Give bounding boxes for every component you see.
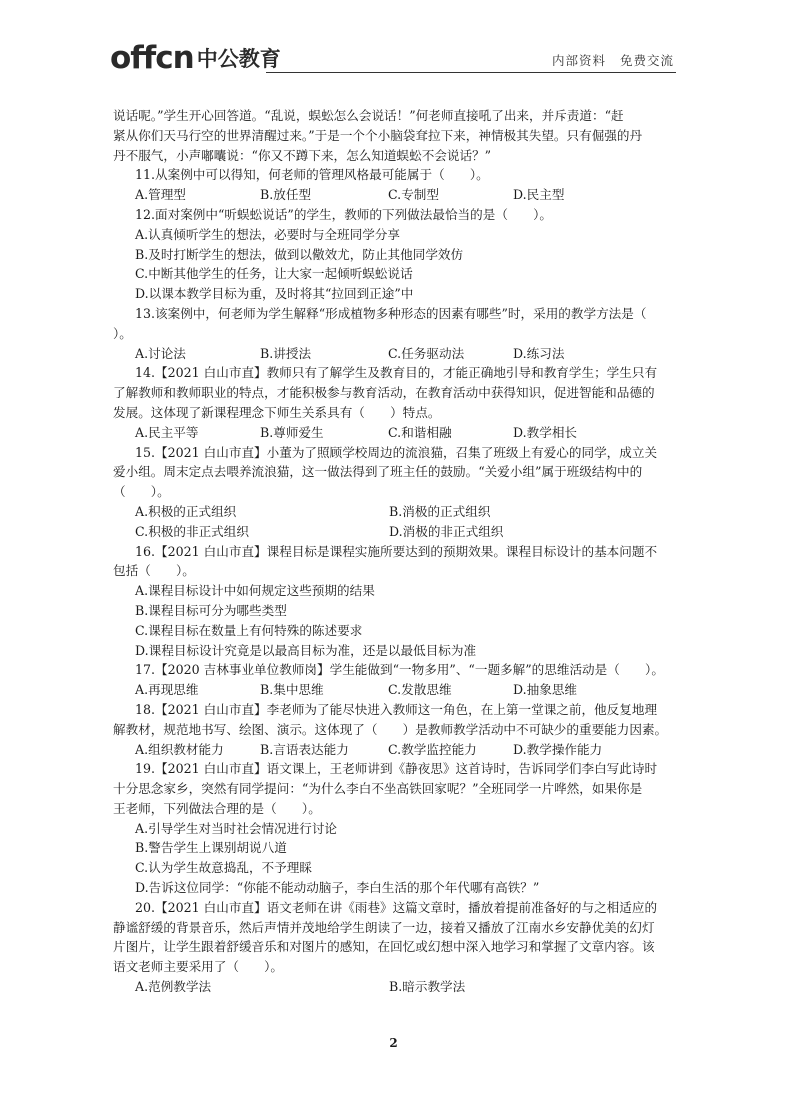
question-18-stem-line: 18.【2021 白山市直】李老师为了能尽快进入教师这一角色，在上第一堂课之前，他反复地理 <box>135 701 658 717</box>
question-17-options <box>113 680 676 700</box>
option: B.放任型 <box>260 187 312 203</box>
option: B.课程目标可分为哪些类型 <box>135 602 287 618</box>
question-13-options <box>113 344 676 364</box>
option: C.和谐相融 <box>388 424 452 440</box>
internal-material-label: 内部资料 <box>551 53 606 68</box>
logo-mark: offcn <box>110 40 194 76</box>
question-19-stem-line: 19.【2021 白山市直】语文课上，王老师讲到《静夜思》这首诗时，告诉同学们李白写此诗时 <box>135 761 658 777</box>
option: C.课程目标在数量上有何特殊的陈述要求 <box>135 622 363 638</box>
option: D.民主型 <box>513 187 565 203</box>
option: A.民主平等 <box>135 424 199 440</box>
question-20-options <box>113 977 676 997</box>
intro-paragraph <box>113 106 676 165</box>
question-14-stem-line: 14.【2021 白山市直】教师只有了解学生及教育目的，才能正确地引导和教育学生；学生只有 <box>135 365 658 381</box>
option: A.课程目标设计中如何规定这些预期的结果 <box>135 583 375 599</box>
option: B.言语表达能力 <box>260 741 349 757</box>
question-12-stem: 12.面对案例中“听蜈蚣说话”的学生，教师的下列做法最恰当的是（ ）。 <box>135 206 553 222</box>
option: A.讨论法 <box>135 345 186 361</box>
question-20-stem-line: 语文老师主要采用了（ ）。 <box>113 959 284 975</box>
question-14-stem-line: 了解教师和教师职业的特点，才能积极参与教育活动，在教育活动中获得知识，促进智能和品德的 <box>113 385 655 401</box>
option: A.认真倾听学生的想法，必要时与全班同学分享 <box>135 226 400 242</box>
option: D.练习法 <box>513 345 565 361</box>
question-13-stem-line: ）。 <box>113 325 132 341</box>
option: A.引导学生对当时社会情况进行讨论 <box>135 820 338 836</box>
option: B.及时打断学生的想法，做到以儆效尤，防止其他同学效仿 <box>135 246 464 262</box>
text-line: 丹不服气，小声嘟囔说：“你又不蹲下来，怎么知道蜈蚣不会说话？” <box>113 147 492 163</box>
option: B.讲授法 <box>260 345 312 361</box>
option: A.范例教学法 <box>135 979 212 995</box>
option: A.积极的正式组织 <box>135 503 237 519</box>
option: D.消极的非正式组织 <box>389 523 504 539</box>
option: A.组织教材能力 <box>135 741 224 757</box>
question-15-stem-line: 爱小组。周末定点去喂养流浪猫，这一做法得到了班主任的鼓励。“关爱小组”属于班级结构中的 <box>113 464 643 480</box>
option: A.管理型 <box>135 187 186 203</box>
question-18-stem-line: 解教材，规范地书写、绘图、演示。这体现了（ ）是教师教学活动中不可缺少的重要能力因素。 <box>113 721 668 737</box>
page-content <box>113 106 676 997</box>
question-17-stem: 17.【2020 吉林事业单位教师岗】学生能做到“一物多用”、“一题多解”的思维活动是（ ）。 <box>135 662 664 678</box>
question-18-options <box>113 740 676 760</box>
option: D.教学相长 <box>513 424 578 440</box>
option: D.以课本教学目标为重，及时将其“拉回到正途”中 <box>135 286 414 302</box>
option: C.教学监控能力 <box>388 741 477 757</box>
page-number: 2 <box>389 1036 398 1050</box>
option: D.告诉这位同学：“你能不能动动脑子，李白生活的那个年代哪有高铁？” <box>135 880 540 896</box>
question-15-stem-line: （ ）。 <box>113 484 170 500</box>
option: B.尊师爱生 <box>260 424 324 440</box>
question-14-options <box>113 423 676 443</box>
question-14-stem-line: 发展。这体现了新课程理念下师生关系具有（ ）特点。 <box>113 404 441 420</box>
option: C.积极的非正式组织 <box>135 523 249 539</box>
question-13-stem-line: 13.该案例中，何老师为学生解释“形成植物多种形态的因素有哪些”时，采用的教学方法是（ <box>135 305 647 321</box>
question-11-options <box>113 185 676 205</box>
option: B.警告学生上课别胡说八道 <box>135 840 287 856</box>
option: B.暗示教学法 <box>389 979 466 995</box>
question-20-stem-line: 静谧舒缓的背景音乐，然后声情并茂地给学生朗读了一边，接着又播放了江南水乡安静优美的幻灯 <box>113 919 655 935</box>
question-20-stem-line: 20.【2021 白山市直】语文老师在讲《雨巷》这篇文章时，播放着提前准备好的与之相适应的 <box>135 899 658 915</box>
option: B.消极的正式组织 <box>389 503 491 519</box>
question-16-stem-line: 16.【2021 白山市直】课程目标是课程实施所要达到的预期效果。课程目标设计的基本问题不 <box>135 543 658 559</box>
question-19-stem-line: 十分思念家乡，突然有同学提问：“为什么李白不坐高铁回家呢？”全班同学一片哗然，如果你是 <box>113 781 643 797</box>
question-19-stem-line: 王老师，下列做法合理的是（ ）。 <box>113 800 321 816</box>
question-16-stem-line: 包括（ ）。 <box>113 563 195 579</box>
question-20-stem-line: 片图片，让学生跟着舒缓音乐和对图片的感知，在回忆或幻想中深入地学习和掌握了文章内容。该 <box>113 939 655 955</box>
header-note <box>552 51 674 69</box>
page-header <box>110 36 676 76</box>
option: B.集中思维 <box>260 682 324 698</box>
question-15-stem-line: 15.【2021 白山市直】小董为了照顾学校周边的流浪猫，召集了班级上有爱心的同学，成立关 <box>135 444 658 460</box>
logo-cn-text: 中公教育 <box>196 47 281 71</box>
option: C.认为学生故意捣乱，不予理睬 <box>135 860 312 876</box>
text-line: 说话呢。”学生开心回答道。“乱说，蜈蚣怎么会说话！”何老师直接吼了出来，并斥责道：“赶 <box>113 108 624 123</box>
option: A.再现思维 <box>135 682 199 698</box>
text-line: 紧从你们天马行空的世界清醒过来。”于是一个个小脑袋耷拉下来，神情极其失望。只有倔强的丹 <box>113 127 643 143</box>
question-11-stem: 11.从案例中可以得知，何老师的管理风格最可能属于（ ）。 <box>135 167 489 183</box>
option: D.抽象思维 <box>513 682 578 698</box>
option: C.发散思维 <box>388 682 452 698</box>
offcn-logo <box>110 36 281 76</box>
option: C.中断其他学生的任务，让大家一起倾听蜈蚣说话 <box>135 266 413 282</box>
free-exchange-label: 免费交流 <box>619 53 674 68</box>
option: D.教学操作能力 <box>513 741 603 757</box>
option: C.任务驱动法 <box>388 345 465 361</box>
question-15-options <box>113 502 676 542</box>
option: D.课程目标设计究竟是以最高目标为准，还是以最低目标为准 <box>135 642 477 658</box>
header-rule <box>266 72 676 73</box>
option: C.专制型 <box>388 187 439 203</box>
